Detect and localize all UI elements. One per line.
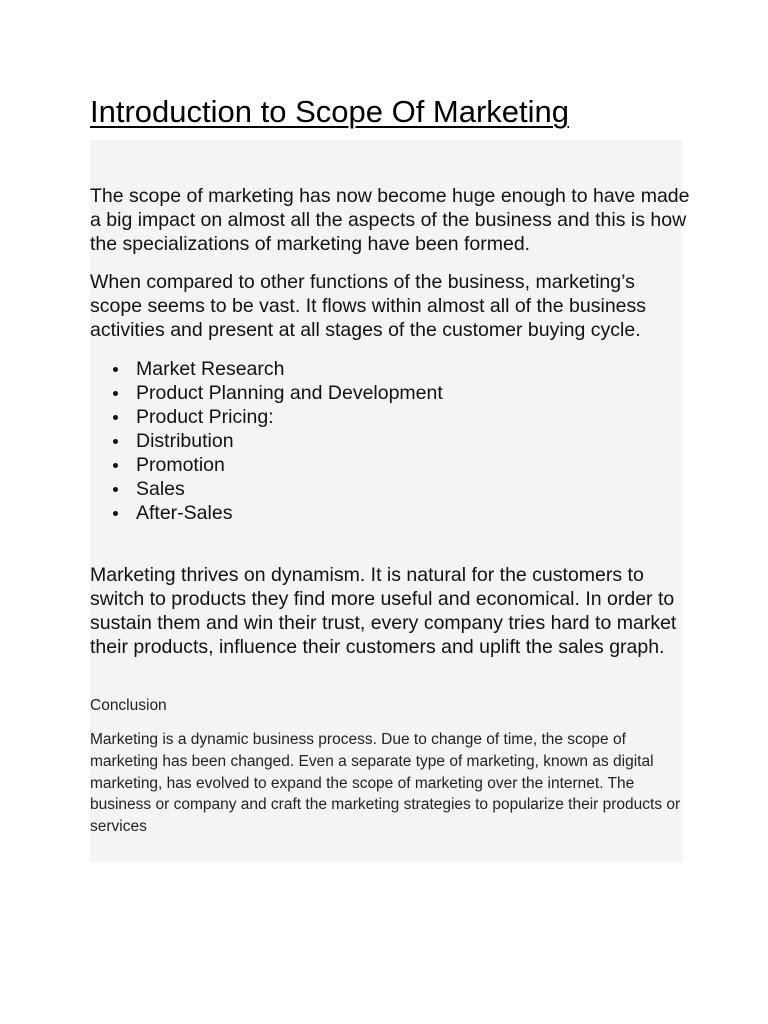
list-item-label: Sales xyxy=(136,478,185,500)
scope-bullet-list xyxy=(90,357,443,525)
bullet-icon xyxy=(113,391,118,396)
list-item-label: Product Planning and Development xyxy=(136,382,443,404)
list-item-label: After-Sales xyxy=(136,502,233,524)
list-item xyxy=(90,477,443,501)
bullet-icon xyxy=(113,367,118,372)
bullet-icon xyxy=(113,487,118,492)
list-item xyxy=(90,405,443,429)
dynamism-paragraph: Marketing thrives on dynamism. It is natural for the customers to switch to products they find more useful and economical. In order to sustain them and win their trust, every company tries hard to market their products, influence their customers and uplift the sales graph. xyxy=(90,564,677,658)
list-item-label: Product Pricing: xyxy=(136,406,274,428)
list-item-label: Distribution xyxy=(136,430,234,452)
list-item xyxy=(90,453,443,477)
intro-paragraph: The scope of marketing has now become huge enough to have made a big impact on almost all the aspects of the business and this is how the specializations of marketing have been formed. xyxy=(90,185,690,255)
bullet-icon xyxy=(113,415,118,420)
list-item xyxy=(90,501,443,525)
conclusion-heading: Conclusion xyxy=(90,697,167,714)
list-item xyxy=(90,381,443,405)
scope-paragraph: When compared to other functions of the business, marketing’s scope seems to be vast. It flows within almost all of the business activities and present at all stages of the customer buying cycle. xyxy=(90,271,647,341)
bullet-icon xyxy=(113,463,118,468)
list-item-label: Promotion xyxy=(136,454,225,476)
list-item xyxy=(90,429,443,453)
page-title: Introduction to Scope Of Marketing xyxy=(90,94,570,129)
list-item xyxy=(90,357,443,381)
bullet-icon xyxy=(113,439,118,444)
list-item-label: Market Research xyxy=(136,358,285,380)
conclusion-paragraph: Marketing is a dynamic business process. Due to change of time, the scope of marketing has been changed. Even a separate type of marketing, known as digital marketing, has evolved to expand the scope of marketing over the internet. The business or company and craft the marketing strategies to popularize their products or services xyxy=(90,731,681,836)
bullet-icon xyxy=(113,511,118,516)
